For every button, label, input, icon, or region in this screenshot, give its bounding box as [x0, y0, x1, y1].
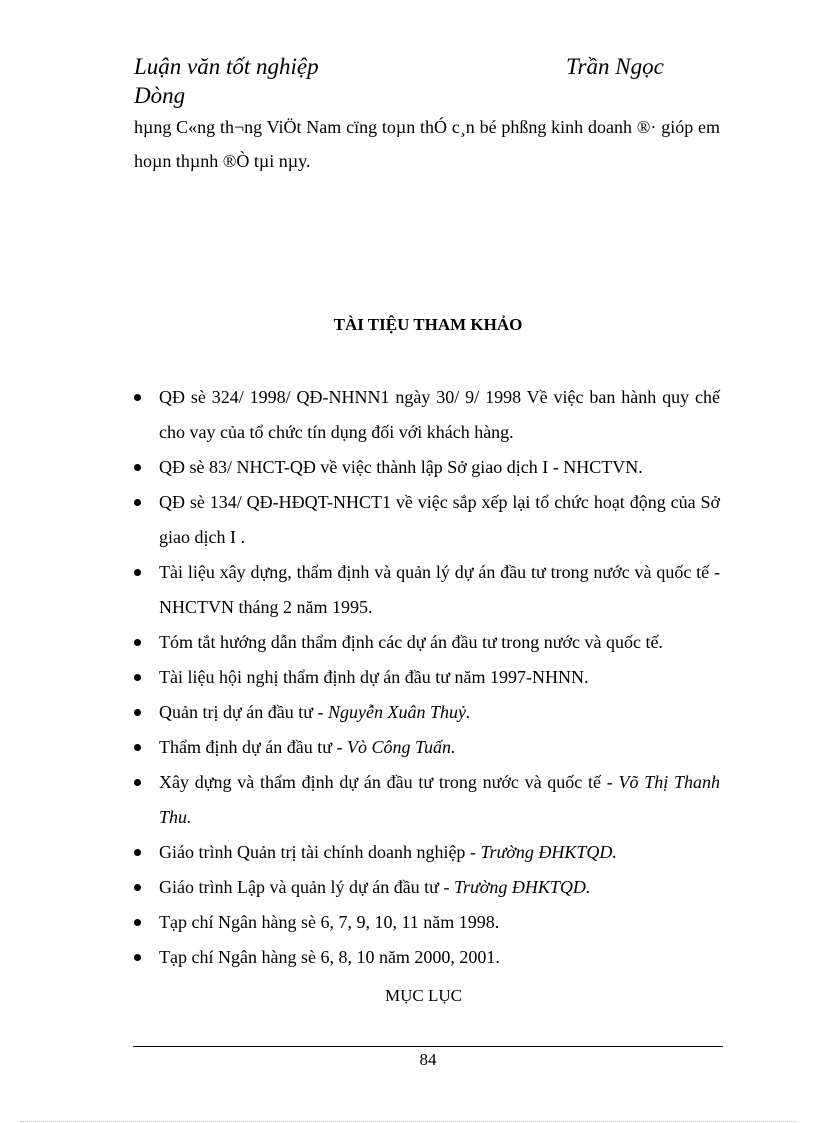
- bullet-icon: [134, 394, 141, 401]
- reference-text: Giáo trình Lập và quản lý dự án đầu tư -: [159, 877, 454, 897]
- reference-text: QĐ sè 324/ 1998/ QĐ-NHNN1 ngày 30/ 9/ 1998 Về việc ban hành quy chế cho vay của tổ chức tín dụng đối với khách hàng.: [159, 387, 720, 442]
- reference-author: Trường ĐHKTQD.: [480, 842, 617, 862]
- reference-author: Vò Công Tuấn.: [346, 737, 456, 757]
- bullet-icon: [134, 744, 141, 751]
- reference-text: Tạp chí Ngân hàng sè 6, 8, 10 năm 2000, 2001.: [159, 947, 500, 967]
- bullet-icon: [134, 499, 141, 506]
- reference-text: Tài liệu hội nghị thẩm định dự án đầu tư năm 1997-NHNN.: [159, 667, 589, 687]
- reference-item: [134, 380, 720, 450]
- header-author-name: Trần Ngọc: [566, 54, 664, 79]
- header-thesis-label: Luận văn tốt nghiệp: [134, 54, 319, 79]
- reference-item: [134, 835, 720, 870]
- footer-heading: MỤC LỤC: [385, 986, 462, 1005]
- reference-item: [134, 485, 720, 555]
- reference-item: [134, 730, 720, 765]
- reference-text: Tạp chí Ngân hàng sè 6, 7, 9, 10, 11 năm 1998.: [159, 912, 500, 932]
- reference-item: [134, 555, 720, 625]
- header-author-continuation: Dòng: [134, 83, 186, 108]
- page-boundary: [20, 1121, 796, 1122]
- reference-text: Tài liệu xây dựng, thẩm định và quản lý dự án đầu tư trong nước và quốc tế - NHCTVN tháng 2 năm 1995.: [159, 562, 720, 617]
- reference-text: Xây dựng và thẩm định dự án đầu tư trong nước và quốc tế -: [159, 772, 619, 792]
- reference-text: QĐ sè 134/ QĐ-HĐQT-NHCT1 về việc sắp xếp lại tổ chức hoạt động của Sở giao dịch I .: [159, 492, 720, 547]
- reference-item: [134, 870, 720, 905]
- reference-item: [134, 765, 720, 835]
- page-number: 84: [419, 1050, 437, 1069]
- bullet-icon: [134, 569, 141, 576]
- section-title: TÀI TIỆU THAM KHẢO: [333, 315, 523, 334]
- reference-text: QĐ sè 83/ NHCT-QĐ về việc thành lập Sở giao dịch I - NHCTVN.: [159, 457, 643, 477]
- bullet-icon: [134, 779, 141, 786]
- reference-text: Thẩm định dự án đầu tư -: [159, 737, 347, 757]
- bullet-icon: [134, 919, 141, 926]
- bullet-icon: [134, 849, 141, 856]
- reference-list: [134, 380, 720, 975]
- bullet-icon: [134, 464, 141, 471]
- reference-item: [134, 660, 720, 695]
- reference-item: [134, 625, 720, 660]
- reference-text: Tóm tắt hướng dẫn thẩm định các dự án đầu tư trong nước và quốc tế.: [159, 632, 663, 652]
- bullet-icon: [134, 709, 141, 716]
- reference-text: Giáo trình Quản trị tài chính doanh nghiệp -: [159, 842, 481, 862]
- intro-paragraph: hµng C«ng th¬ng ViÖt Nam cïng toµn thÓ c¸n bé phßng kinh doanh ®· gióp em hoµn thµnh ®Ò tµi nµy.: [134, 117, 720, 171]
- reference-item: [134, 695, 720, 730]
- footer-rule: [133, 1046, 723, 1047]
- reference-text: Quản trị dự án đầu tư -: [159, 702, 328, 722]
- reference-item: [134, 905, 720, 940]
- bullet-icon: [134, 674, 141, 681]
- reference-author: Trường ĐHKTQD.: [453, 877, 591, 897]
- bullet-icon: [134, 639, 141, 646]
- reference-item: [134, 450, 720, 485]
- reference-author: Nguyễn Xuân Thuỷ.: [327, 702, 471, 722]
- bullet-icon: [134, 884, 141, 891]
- reference-author: Võ Thị Thanh Thu.: [159, 772, 720, 827]
- bullet-icon: [134, 954, 141, 961]
- reference-item: [134, 940, 720, 975]
